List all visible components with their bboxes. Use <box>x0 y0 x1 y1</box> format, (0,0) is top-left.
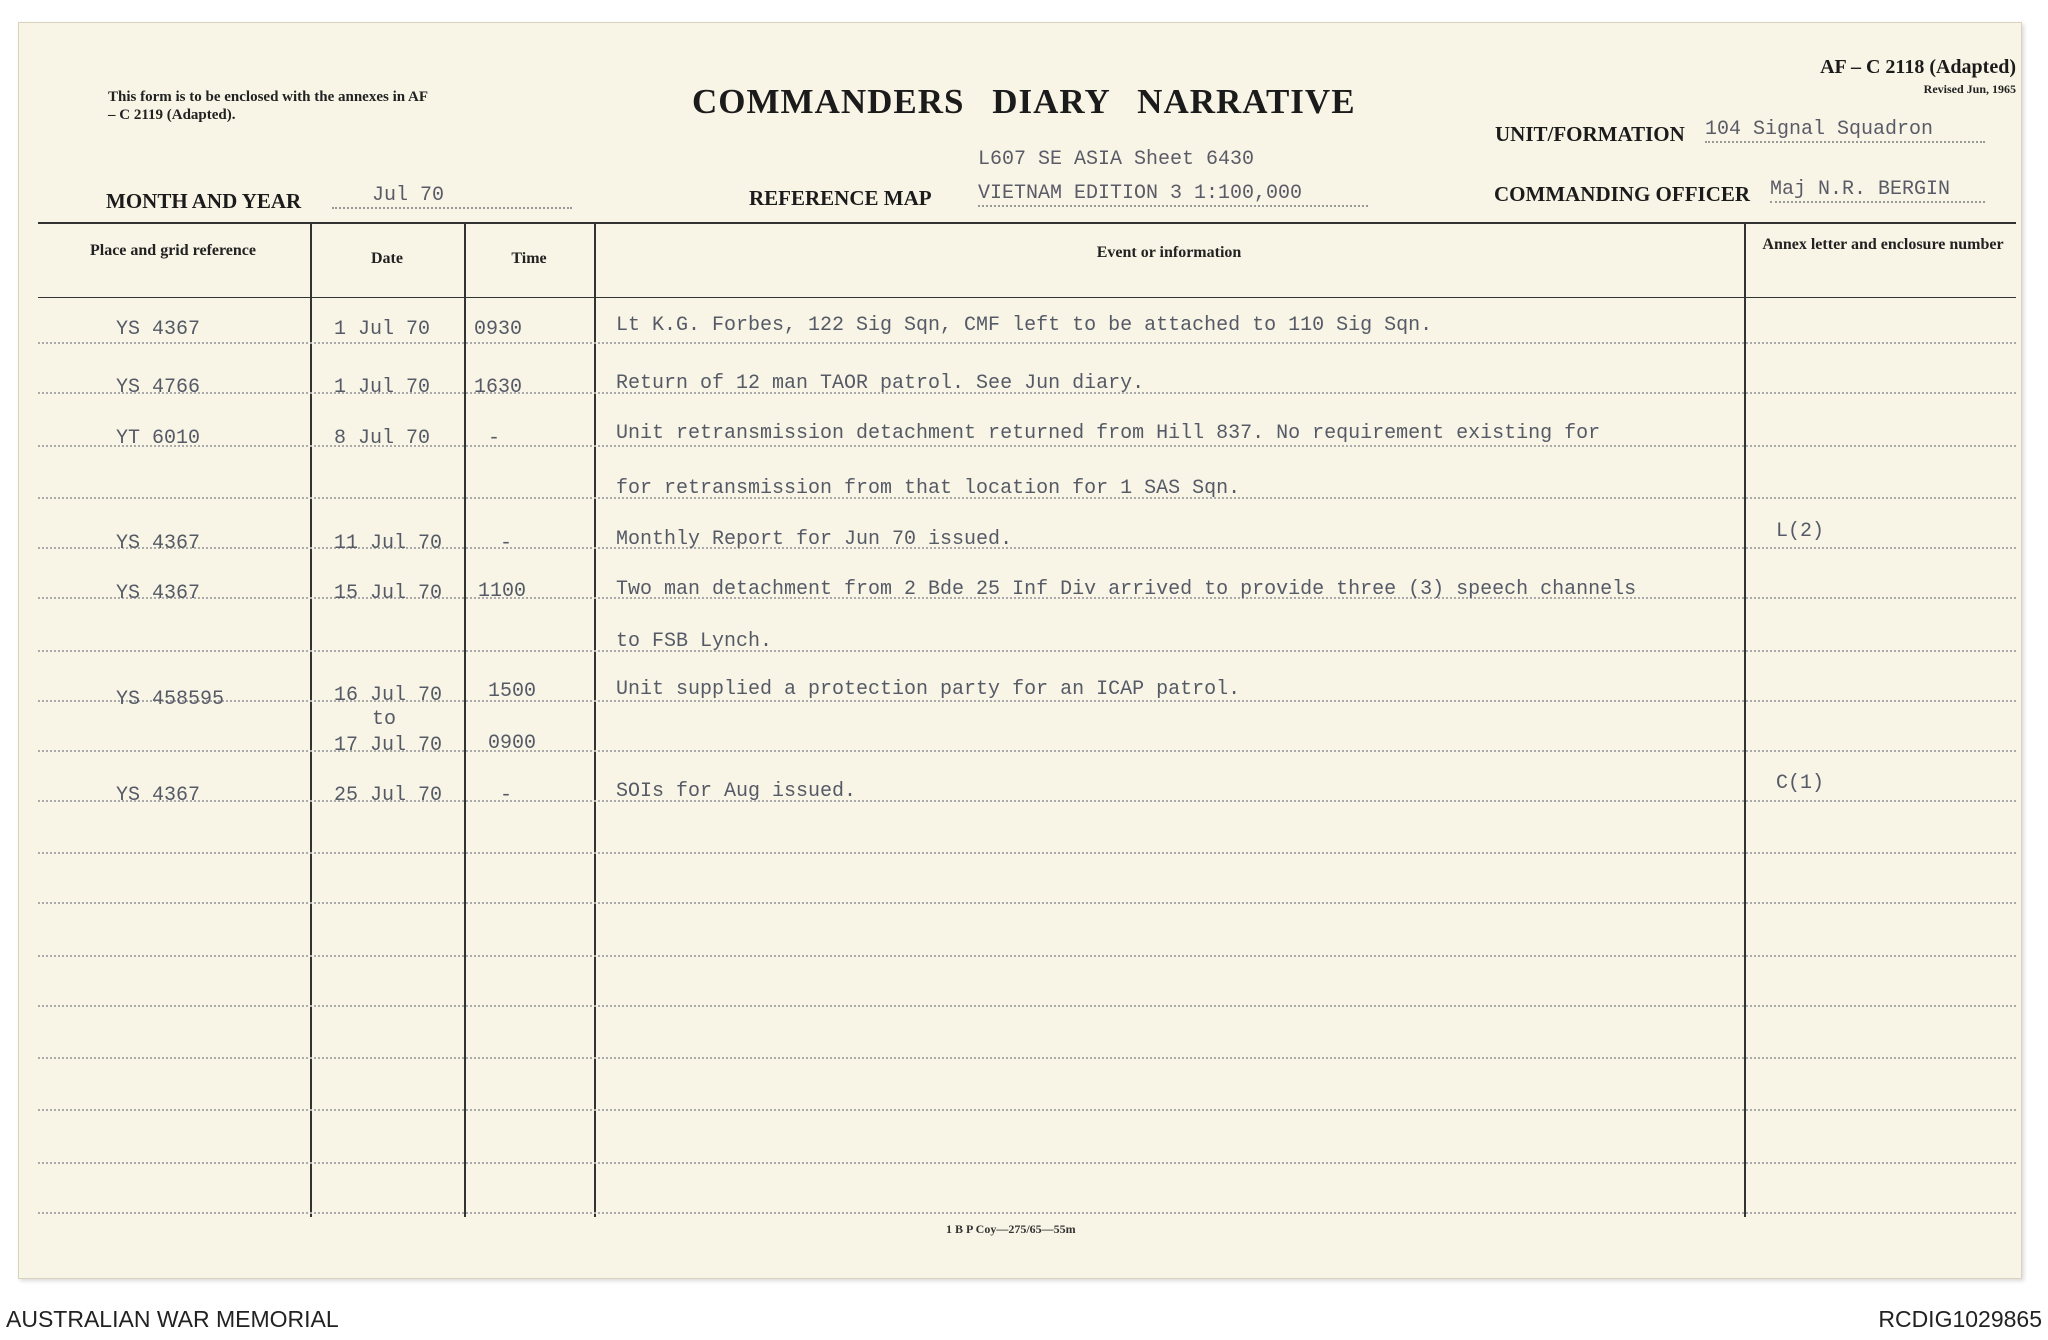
table-cell-time: - <box>500 532 513 555</box>
table-cell-date: 15 Jul 70 <box>334 582 443 605</box>
table-cell-event: to FSB Lynch. <box>616 630 773 653</box>
table-cell-time: - <box>500 784 513 807</box>
table-cell-event: Lt K.G. Forbes, 122 Sig Sqn, CMF left to be attached to 110 Sig Sqn. <box>616 314 1433 337</box>
unit-value: 104 Signal Squadron <box>1705 118 1985 143</box>
enclosure-note: This form is to be enclosed with the annexes in AF – C 2119 (Adapted). <box>108 89 428 123</box>
header-annex: Annex letter and enclosure number <box>1762 236 2004 253</box>
table-cell-annex: L(2) <box>1776 520 1825 543</box>
table-cell-place: YS 4367 <box>116 318 201 341</box>
header-event: Event or information <box>1096 244 1242 261</box>
table-cell-time: 0930 <box>474 318 523 341</box>
row-rule <box>38 1057 2016 1059</box>
table-top-rule <box>38 222 2016 224</box>
table-cell-event: Monthly Report for Jun 70 issued. <box>616 528 1013 551</box>
reference-map-label: REFERENCE MAP <box>749 186 932 210</box>
table-cell-event: Unit supplied a protection party for an ICAP patrol. <box>616 678 1241 701</box>
col-divider-annex <box>1744 222 1746 1217</box>
table-cell-place: YS 4367 <box>116 532 201 555</box>
table-cell-date: to <box>372 708 397 731</box>
form-number: AF – C 2118 (Adapted) <box>1820 56 2016 78</box>
commanding-officer-value: Maj N.R. BERGIN <box>1770 178 1985 203</box>
row-rule <box>38 1109 2016 1111</box>
revised-date: Revised Jun, 1965 <box>1923 82 2016 96</box>
reference-map-edition: VIETNAM EDITION 3 1:100,000 <box>978 182 1368 207</box>
header-date: Date <box>371 250 403 267</box>
table-cell-place: YT 6010 <box>116 427 201 450</box>
table-cell-date: 1 Jul 70 <box>334 376 431 399</box>
table-cell-date: 25 Jul 70 <box>334 784 443 807</box>
table-cell-event: Return of 12 man TAOR patrol. See Jun diary. <box>616 372 1145 395</box>
col-divider-time <box>464 222 466 1217</box>
row-rule <box>38 342 2016 344</box>
unit-label: UNIT/FORMATION <box>1495 122 1685 146</box>
table-cell-date: 11 Jul 70 <box>334 532 443 555</box>
table-cell-time: 1500 <box>488 680 537 703</box>
table-cell-annex: C(1) <box>1776 772 1825 795</box>
table-cell-place: YS 458595 <box>116 688 225 711</box>
table-cell-event: for retransmission from that location for 1 SAS Sqn. <box>616 477 1241 500</box>
row-rule <box>38 902 2016 904</box>
table-cell-date: 8 Jul 70 <box>334 427 431 450</box>
row-rule <box>38 1005 2016 1007</box>
table-cell-place: YS 4367 <box>116 784 201 807</box>
row-rule <box>38 1162 2016 1164</box>
table-cell-place: YS 4766 <box>116 376 201 399</box>
header-time: Time <box>511 250 547 267</box>
table-cell-time: - <box>488 427 501 450</box>
col-divider-event <box>594 222 596 1217</box>
table-cell-date: 1 Jul 70 <box>334 318 431 341</box>
table-cell-event: SOIs for Aug issued. <box>616 780 857 803</box>
row-rule <box>38 650 2016 652</box>
header-rule <box>38 297 2016 298</box>
row-rule <box>38 1212 2016 1214</box>
table-cell-time: 0900 <box>488 732 537 755</box>
month-year-label: MONTH AND YEAR <box>106 189 302 213</box>
archive-id: RCDIG1029865 <box>1878 1306 2042 1332</box>
reference-map-sheet: L607 SE ASIA Sheet 6430 <box>978 148 1255 171</box>
row-rule <box>38 852 2016 854</box>
col-divider-date <box>310 222 312 1217</box>
table-cell-date: 17 Jul 70 <box>334 734 443 757</box>
diary-table <box>38 222 2016 1217</box>
page-title: COMMANDERS DIARY NARRATIVE <box>692 82 1356 121</box>
table-cell-event: Unit retransmission detachment returned from Hill 837. No requirement existing for <box>616 422 1601 445</box>
month-year-value: Jul 70 <box>332 184 572 209</box>
table-cell-event: Two man detachment from 2 Bde 25 Inf Div arrived to provide three (3) speech channels <box>616 578 1637 601</box>
table-cell-place: YS 4367 <box>116 582 201 605</box>
row-rule <box>38 955 2016 957</box>
printer-imprint: 1 B P Coy—275/65—55m <box>946 1222 1076 1236</box>
table-cell-time: 1630 <box>474 376 523 399</box>
commanding-officer-label: COMMANDING OFFICER <box>1494 182 1751 206</box>
header-place: Place and grid reference <box>89 242 257 259</box>
table-cell-time: 1100 <box>478 580 527 603</box>
archive-source: AUSTRALIAN WAR MEMORIAL <box>6 1306 339 1332</box>
table-cell-date: 16 Jul 70 <box>334 684 443 707</box>
